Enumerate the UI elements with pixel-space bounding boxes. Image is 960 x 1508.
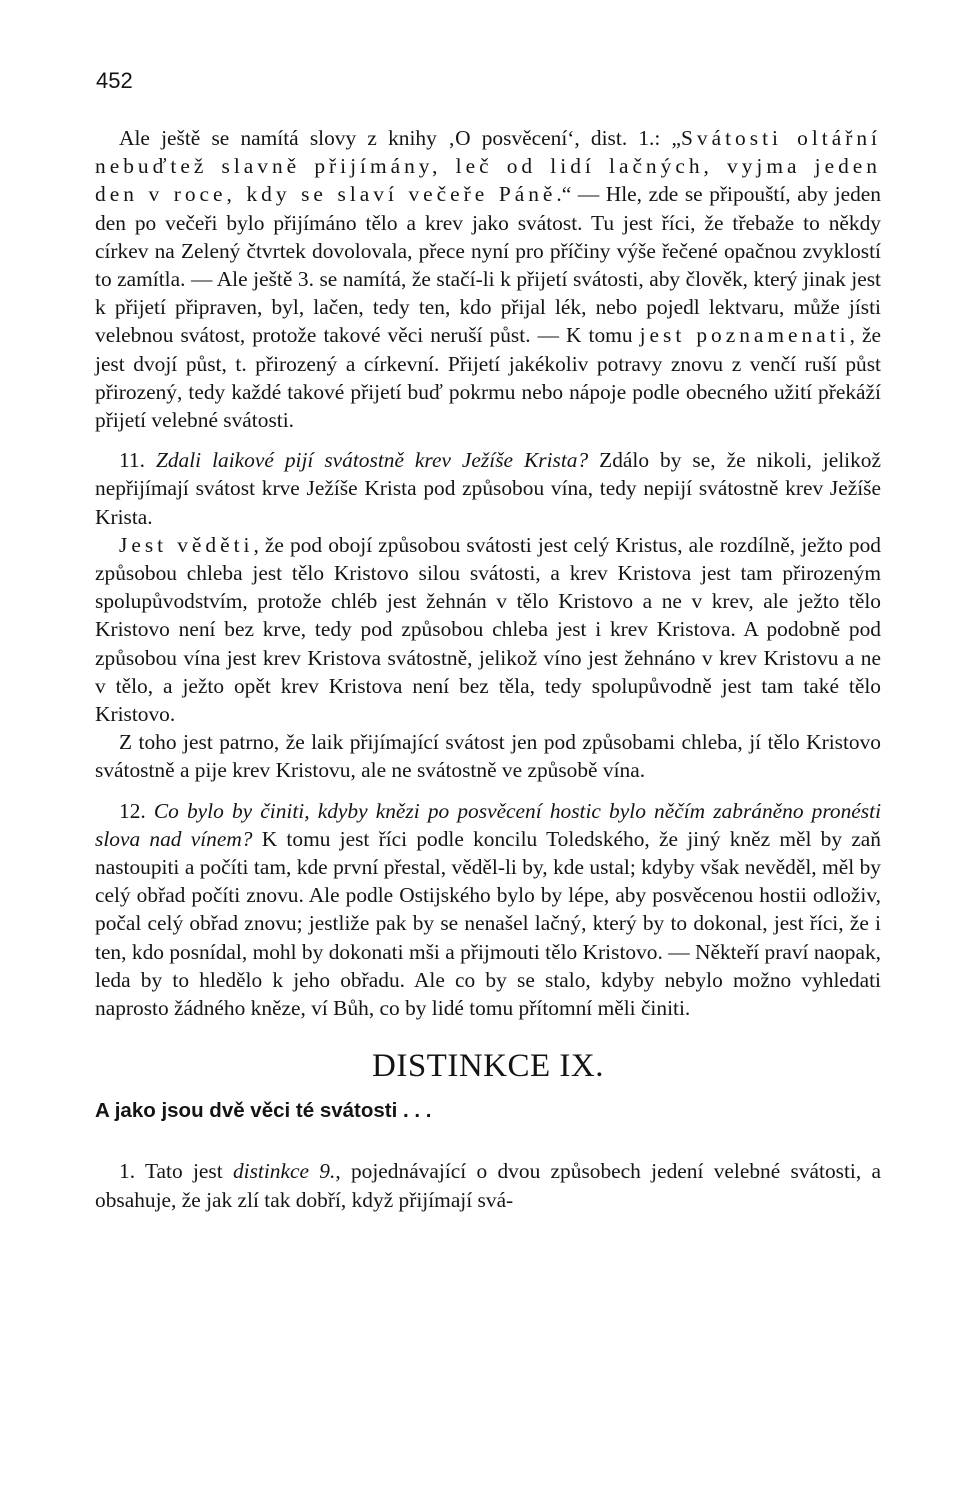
spaced-quote: Svátosti oltářní nebuďtež slavně přijímány, leč od lidí lačných, vyjma jeden den v roce, kdy se slaví večeře Páně — [95, 126, 881, 207]
question-number: 11. — [119, 448, 156, 473]
page-body — [95, 124, 881, 1214]
spaced-emphasis: jest poznamenati — [639, 323, 850, 348]
text: 1. Tato jest — [119, 1159, 233, 1184]
text: , že jest dvojí půst, t. přirozený a církevní. Přijetí jakékoliv potravy znovu z venčí ruší půst přirozený, tedy každé takové přijetí buď pokrmu nebo nápoje podle obecného užití překáží přijetí velebné svátosti. — [95, 323, 881, 433]
distinction-subheading: A jako jsou dvě věci té svátosti . . . — [95, 1099, 432, 1123]
question-text: Zdali laikové pijí svátostně krev Ježíše Krista? — [155, 448, 589, 473]
distinction-heading: DISTINKCE IX. — [372, 1048, 604, 1085]
text: Zdálo by se, že nikoli, jelikož nepřijímají svátost krve Ježíše Krista pod způsobou vína, tedy nepijí svátostně krev Ježíše Krista. — [95, 448, 881, 529]
paragraph-objection-3 — [95, 124, 881, 434]
text: K tomu jest říci podle koncilu Toledského, že jiný kněz měl by zaň nastoupiti a počíti tam, kde první přestal, věděl-li by, kde ustal; kdyby však nevěděl, měl by celý obřad počíti znovu. Ale podle Ostijského bylo by lépe, aby posvěcenou hostii odloživ, počal celý obřad znovu; jestliže pak by se nenašel lačný, který by to dokonal, jest říci, že i ten, kdo posnídal, mohl by dokonati mši a přijmouti tělo Kristovo. — Někteří praví naopak, leda by to hledělo k jeho obřadu. Ale co by se stalo, kdyby nebylo možno vyhledati naprosto žádného kněze, ví Bůh, co by lidé tomu přítomní měli činiti. — [95, 826, 881, 1021]
question-text: Co bylo by činiti, kdyby knězi po posvěcení hostic bylo něčím zabráněno pronésti slova nad vínem? — [95, 798, 882, 851]
text: , pojednávající o dvou způsobech jedení velebné svátosti, a obsahuje, že jak zlí tak dobří, když přijímají svá- — [95, 1159, 881, 1212]
page-number: 452 — [96, 68, 133, 93]
paragraph-distinction-intro — [95, 1157, 881, 1213]
spaced-emphasis: Jest věděti — [119, 532, 254, 557]
question-number: 12. — [119, 798, 154, 823]
paragraph-conclusion-11: Z toho jest patrno, že laik přijímající svátost jen pod způsobami chleba, jí tělo Kristovo svátostně a pije krev Kristovu, ale ne svátostně ve způsobě vína. — [95, 730, 881, 783]
text: .“ — Hle, zde se připouští, aby jeden den po večeři bylo přijímáno tělo a krev jako svátost. Tu jest říci, že třebaže to někdy církev na Zelený čtvrtek dovolovala, přece nyní pro příčiny výše řečené opačnou zvyklostí to zamítla. — Ale ještě 3. se namítá, že stačí-li k přijetí svátosti, aby člověk, který jinak jest k přijetí připraven, byl, lačen, tedy ten, kdo přijal lék, nebo pojedl lektvaru, může jísti velebnou svátost, protože takové věci neruší půst. — K tomu — [95, 182, 881, 348]
paragraph-question-11 — [95, 446, 881, 531]
text: Ale ještě se namítá slovy z knihy ‚O posvěcení‘, dist. 1.: „ — [119, 126, 682, 150]
paragraph-answer-11 — [95, 531, 881, 728]
italic-reference: distinkce 9. — [232, 1159, 336, 1184]
paragraph-question-12 — [95, 797, 881, 1023]
text: , že pod obojí způsobou svátosti jest celý Kristus, ale rozdílně, ježto pod způsobou chleba jest tělo Kristovo silou svátosti, a krev Kristova jest tam přirozeným spolupůvodstvím, protože chléb jest žehnán v tělo Kristovo a ne v krev, ale ježto tělo Kristovo není bez krve, tedy pod způsobou chleba jest i krev Kristova. A podobně pod způsobou vína jest krev Kristova svátostně, jelikož víno jest žehnáno v krev Kristovu a ne v tělo, a ježto opět krev Kristova není bez těla, tedy spolupůvodně jest tam také tělo Kristovo. — [95, 532, 882, 727]
